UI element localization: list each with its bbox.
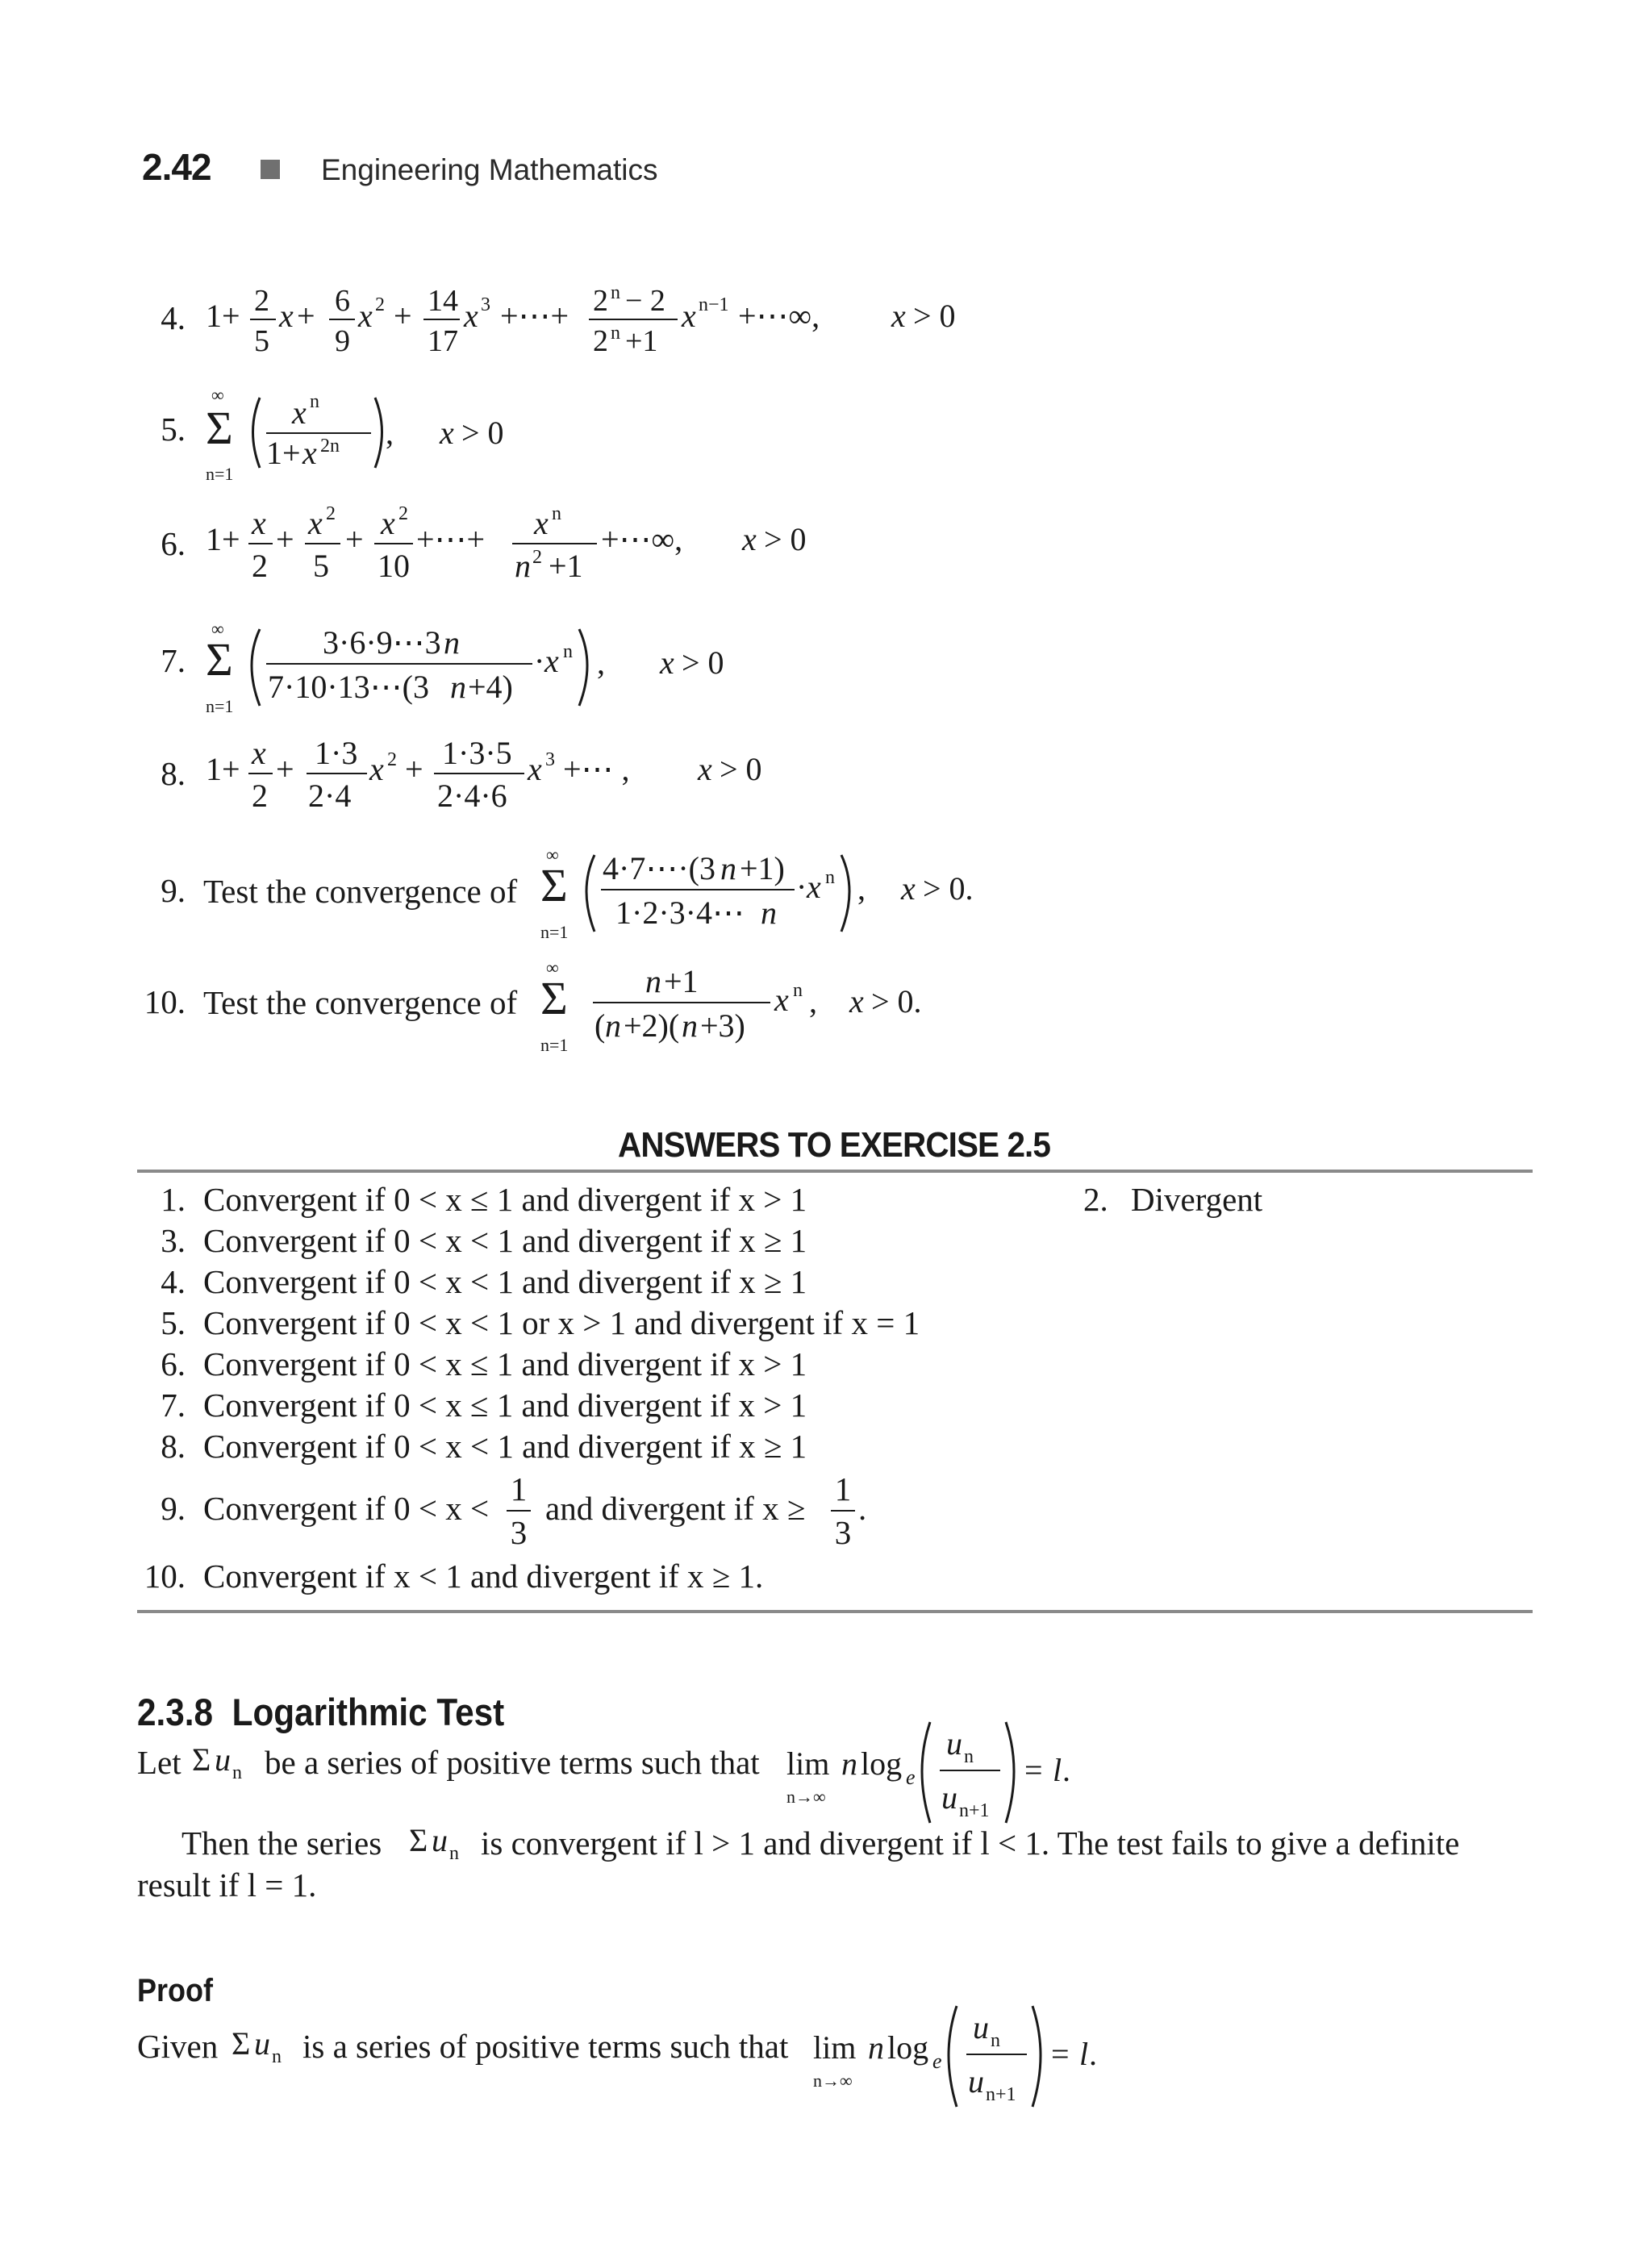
svg-text:2: 2 <box>326 503 336 524</box>
exercise-number: 4. <box>161 299 186 336</box>
svg-text:+: + <box>394 298 412 334</box>
svg-text:e: e <box>906 1766 916 1789</box>
svg-text:∞: ∞ <box>546 844 559 865</box>
svg-text:2: 2 <box>593 324 608 358</box>
svg-text:n=1: n=1 <box>206 464 234 484</box>
answer-text: Convergent if 0 < x < 1 and divergent if x ≥ 1 <box>203 1263 807 1300</box>
proof-lead: Given <box>137 2028 219 2065</box>
period: . <box>858 1490 867 1527</box>
svg-text:− 2: − 2 <box>625 284 665 318</box>
svg-text:1+: 1+ <box>206 751 240 787</box>
svg-text:+2)(: +2)( <box>624 1007 680 1044</box>
svg-text:17: 17 <box>428 324 458 358</box>
answer-text: Divergent <box>1131 1181 1263 1218</box>
answer-number: 9. <box>161 1490 186 1527</box>
answer-number: 2. <box>1083 1181 1108 1218</box>
svg-text:n: n <box>605 1007 621 1044</box>
answer-text: Convergent if 0 < x ≤ 1 and divergent if x > 1 <box>203 1387 807 1424</box>
svg-text:lim: lim <box>813 2029 857 2066</box>
fraction-numerator: 1 <box>510 1470 528 1507</box>
svg-text:u: u <box>215 1741 231 1778</box>
answer-number: 10. <box>144 1558 186 1595</box>
svg-text:n: n <box>682 1007 698 1044</box>
svg-text:,: , <box>857 870 866 907</box>
exercise-number: 8. <box>161 755 186 792</box>
svg-text:n: n <box>272 2046 282 2067</box>
svg-text:x: x <box>698 751 712 787</box>
svg-text:10: 10 <box>378 548 410 584</box>
exercise-number: 5. <box>161 411 186 448</box>
svg-text:3: 3 <box>481 294 490 315</box>
svg-text:u: u <box>973 2009 989 2045</box>
svg-text:·: · <box>796 869 807 905</box>
svg-text:log: log <box>887 2029 929 2066</box>
answer-number: 1. <box>161 1181 186 1218</box>
svg-text:.: . <box>1089 2036 1097 2072</box>
svg-text:> 0: > 0 <box>682 644 724 681</box>
svg-text:x: x <box>464 298 478 334</box>
svg-text:n=1: n=1 <box>540 1035 569 1055</box>
svg-text:,: , <box>597 644 605 681</box>
svg-text:l: l <box>1079 2036 1089 2072</box>
svg-text:∞: ∞ <box>211 385 224 405</box>
svg-text:n: n <box>761 894 777 931</box>
svg-text:x: x <box>279 298 294 334</box>
svg-text:9: 9 <box>335 324 350 358</box>
svg-text:e: e <box>932 2050 942 2073</box>
svg-text:n: n <box>515 548 531 584</box>
svg-text:x: x <box>440 415 454 451</box>
svg-text:1+: 1+ <box>266 435 301 471</box>
answer-number: 3. <box>161 1222 186 1259</box>
answer-text: Convergent if x < 1 and divergent if x ≥ 1. <box>203 1558 764 1595</box>
svg-text:lim: lim <box>786 1745 830 1782</box>
svg-text:n: n <box>841 1745 857 1782</box>
answer-text-part: and divergent if x ≥ <box>545 1490 806 1527</box>
svg-text:+⋯∞,: +⋯∞, <box>601 521 683 557</box>
answer-number: 5. <box>161 1304 186 1341</box>
proof-mid: is a series of positive terms such that <box>302 2028 789 2065</box>
fraction-bar <box>831 1510 855 1512</box>
svg-text:+: + <box>405 751 423 787</box>
exercise-number: 7. <box>161 642 186 679</box>
svg-text:> 0: > 0 <box>461 415 504 451</box>
limit-formula <box>786 1710 1109 1831</box>
answer-number: 8. <box>161 1428 186 1465</box>
answers-top-rule <box>137 1170 1533 1173</box>
svg-text:2: 2 <box>398 503 408 524</box>
svg-text:> 0: > 0 <box>913 298 956 334</box>
svg-text:x: x <box>774 982 789 1018</box>
svg-text:u: u <box>941 1779 957 1816</box>
svg-text:x: x <box>891 298 906 334</box>
svg-text:2: 2 <box>387 749 397 770</box>
svg-text:1·3: 1·3 <box>315 735 358 771</box>
svg-text:·: · <box>534 643 545 679</box>
svg-text:n: n <box>611 323 620 344</box>
exercise-8-formula <box>202 730 807 827</box>
paragraph-lead: Then the series <box>181 1824 382 1862</box>
section-heading <box>137 1690 504 1734</box>
statement-lead: Let <box>137 1744 181 1781</box>
svg-text:Σ: Σ <box>540 859 568 911</box>
svg-text:Σ: Σ <box>540 972 568 1024</box>
svg-text:2n: 2n <box>320 436 340 457</box>
svg-text:n→∞: n→∞ <box>813 2070 853 2091</box>
svg-text:n: n <box>825 867 835 888</box>
answer-text-part: Convergent if 0 < x < <box>203 1490 490 1527</box>
exercise-6-formula <box>202 500 847 597</box>
svg-text:+1: +1 <box>549 548 583 584</box>
svg-text:x: x <box>660 644 674 681</box>
fraction-denominator: 3 <box>510 1514 528 1551</box>
svg-text:x: x <box>252 735 266 771</box>
svg-text:n: n <box>868 2029 884 2066</box>
svg-text:14: 14 <box>428 284 458 318</box>
answer-number: 4. <box>161 1263 186 1300</box>
svg-text:Σ: Σ <box>232 2025 251 2062</box>
limit-formula <box>813 1994 1136 2115</box>
svg-text:u: u <box>968 2063 984 2100</box>
exercise-10-formula <box>536 956 1020 1061</box>
svg-text:+1): +1) <box>740 850 785 886</box>
proof-heading: Proof <box>137 1973 213 2008</box>
svg-text:+: + <box>276 521 294 557</box>
sum-u-n-symbol <box>230 2018 302 2075</box>
svg-text:n+1: n+1 <box>986 2084 1016 2105</box>
svg-text:Σ: Σ <box>206 402 233 454</box>
svg-text:Σ: Σ <box>192 1741 211 1778</box>
svg-text:x: x <box>381 505 395 541</box>
svg-text:n: n <box>444 624 460 661</box>
svg-text:n: n <box>720 850 736 886</box>
svg-text:1·2·3·4⋯: 1·2·3·4⋯ <box>615 894 745 931</box>
svg-text:x: x <box>849 983 864 1020</box>
answer-text: Convergent if 0 < x ≤ 1 and divergent if x > 1 <box>203 1181 807 1218</box>
svg-text:Σ: Σ <box>206 633 233 686</box>
section-number: 2.3.8 <box>137 1691 214 1733</box>
svg-text:x: x <box>292 394 307 431</box>
paragraph-end: result if l = 1. <box>137 1866 317 1904</box>
svg-text:=: = <box>1051 2036 1070 2072</box>
svg-text:,: , <box>386 415 394 451</box>
svg-text:> 0.: > 0. <box>923 870 974 907</box>
svg-text:2: 2 <box>532 547 542 568</box>
svg-text:+⋯∞,: +⋯∞, <box>738 298 820 334</box>
answer-text: Convergent if 0 < x < 1 and divergent if x ≥ 1 <box>203 1222 807 1259</box>
svg-text:n−1: n−1 <box>699 294 729 315</box>
svg-text:∞: ∞ <box>211 619 224 639</box>
svg-text:1+: 1+ <box>206 521 240 557</box>
statement-mid: be a series of positive terms such that <box>265 1744 760 1781</box>
svg-text:n: n <box>449 1843 459 1864</box>
svg-text:7·10·13⋯(3: 7·10·13⋯(3 <box>268 669 429 705</box>
paragraph-body: is convergent if l > 1 and divergent if l < 1. The test fails to give a definite <box>481 1824 1460 1862</box>
svg-text:n=1: n=1 <box>206 696 234 716</box>
exercise-number: 6. <box>161 525 186 562</box>
svg-text:2: 2 <box>593 284 608 318</box>
answer-text: Convergent if 0 < x < 1 and divergent if x ≥ 1 <box>203 1428 807 1465</box>
svg-text:x: x <box>528 751 542 787</box>
exercise-9-formula <box>536 843 1020 948</box>
page-number: 2.42 <box>142 146 211 188</box>
svg-text:=: = <box>1024 1752 1043 1788</box>
svg-text:x: x <box>308 505 323 541</box>
svg-text:n: n <box>991 2030 1000 2051</box>
svg-text:n: n <box>450 669 466 705</box>
svg-text:l: l <box>1053 1752 1062 1788</box>
svg-text:2·4: 2·4 <box>308 778 352 814</box>
svg-text:+: + <box>345 521 364 557</box>
svg-text:.: . <box>1062 1752 1070 1788</box>
svg-text:+4): +4) <box>468 669 513 705</box>
exercise-number: 10. <box>144 983 186 1020</box>
svg-text:x: x <box>358 298 373 334</box>
section-title: Logarithmic Test <box>232 1691 505 1733</box>
svg-text:x: x <box>682 298 696 334</box>
answer-text: Convergent if 0 < x ≤ 1 and divergent if x > 1 <box>203 1345 807 1382</box>
answers-heading: ANSWERS TO EXERCISE 2.5 <box>618 1125 1050 1165</box>
svg-text:∞: ∞ <box>546 957 559 978</box>
exercise-4-formula <box>202 274 1008 371</box>
svg-text:x: x <box>252 505 266 541</box>
answer-text: Convergent if 0 < x < 1 or x > 1 and divergent if x = 1 <box>203 1304 920 1341</box>
svg-text:2·4·6: 2·4·6 <box>437 778 507 814</box>
svg-text:n: n <box>232 1762 242 1783</box>
svg-text:(: ( <box>594 1007 606 1044</box>
svg-text:,: , <box>809 983 817 1020</box>
svg-text:x: x <box>901 870 916 907</box>
svg-text:n: n <box>793 980 803 1001</box>
exercise-lead-text: Test the convergence of <box>203 984 518 1021</box>
svg-text:u: u <box>946 1725 962 1762</box>
svg-text:> 0: > 0 <box>720 751 762 787</box>
svg-text:6: 6 <box>335 284 350 318</box>
svg-text:+1: +1 <box>664 963 699 999</box>
exercise-7-formula <box>202 617 807 730</box>
book-title: Engineering Mathematics <box>321 153 658 186</box>
svg-text:x: x <box>807 869 821 905</box>
svg-text:2: 2 <box>252 778 268 814</box>
svg-text:n: n <box>310 391 319 412</box>
svg-text:n=1: n=1 <box>540 922 569 942</box>
svg-text:u: u <box>432 1822 448 1858</box>
fraction-numerator: 1 <box>834 1470 852 1507</box>
header-square-icon <box>261 160 280 179</box>
svg-text:Σ: Σ <box>409 1822 428 1858</box>
svg-text:2: 2 <box>252 548 268 584</box>
svg-text:x: x <box>742 521 757 557</box>
answer-number: 6. <box>161 1345 186 1382</box>
svg-text:n→∞: n→∞ <box>786 1787 826 1807</box>
fraction-denominator: 3 <box>834 1514 852 1551</box>
svg-text:+⋯ ,: +⋯ , <box>563 751 630 787</box>
exercise-5-formula <box>202 383 686 496</box>
svg-text:3·6·9⋯3: 3·6·9⋯3 <box>323 624 441 661</box>
exercise-lead-text: Test the convergence of <box>203 873 518 910</box>
svg-text:n: n <box>611 282 620 303</box>
svg-text:1·3·5: 1·3·5 <box>442 735 512 771</box>
svg-text:n: n <box>964 1746 974 1767</box>
svg-text:+: + <box>297 298 315 334</box>
svg-text:n+1: n+1 <box>959 1800 990 1821</box>
svg-text:> 0.: > 0. <box>871 983 922 1020</box>
svg-text:2: 2 <box>375 294 385 315</box>
svg-text:+⋯+: +⋯+ <box>500 298 569 334</box>
svg-text:x: x <box>369 751 384 787</box>
svg-text:2: 2 <box>254 284 269 318</box>
svg-text:5: 5 <box>313 548 329 584</box>
svg-text:log: log <box>861 1745 903 1782</box>
exercise-number: 9. <box>161 872 186 909</box>
svg-text:n: n <box>563 641 573 662</box>
svg-text:+: + <box>276 751 294 787</box>
answer-number: 7. <box>161 1387 186 1424</box>
svg-text:> 0: > 0 <box>764 521 807 557</box>
sum-u-n-symbol <box>190 1734 263 1791</box>
svg-text:x: x <box>534 505 549 541</box>
svg-text:x: x <box>302 435 317 471</box>
svg-text:u: u <box>254 2025 270 2062</box>
sum-u-n-symbol <box>407 1815 480 1871</box>
svg-text:3: 3 <box>545 749 555 770</box>
fraction-bar <box>507 1510 531 1512</box>
svg-text:n: n <box>552 503 561 524</box>
svg-text:+1: +1 <box>625 324 658 358</box>
answers-bottom-rule <box>137 1610 1533 1613</box>
svg-text:n: n <box>645 963 661 999</box>
svg-text:5: 5 <box>254 324 269 358</box>
svg-text:+⋯+: +⋯+ <box>416 521 486 557</box>
svg-text:1+: 1+ <box>206 298 240 334</box>
svg-text:x: x <box>544 643 559 679</box>
svg-text:4·7⋯·(3: 4·7⋯·(3 <box>603 850 715 886</box>
svg-text:+3): +3) <box>700 1007 745 1044</box>
